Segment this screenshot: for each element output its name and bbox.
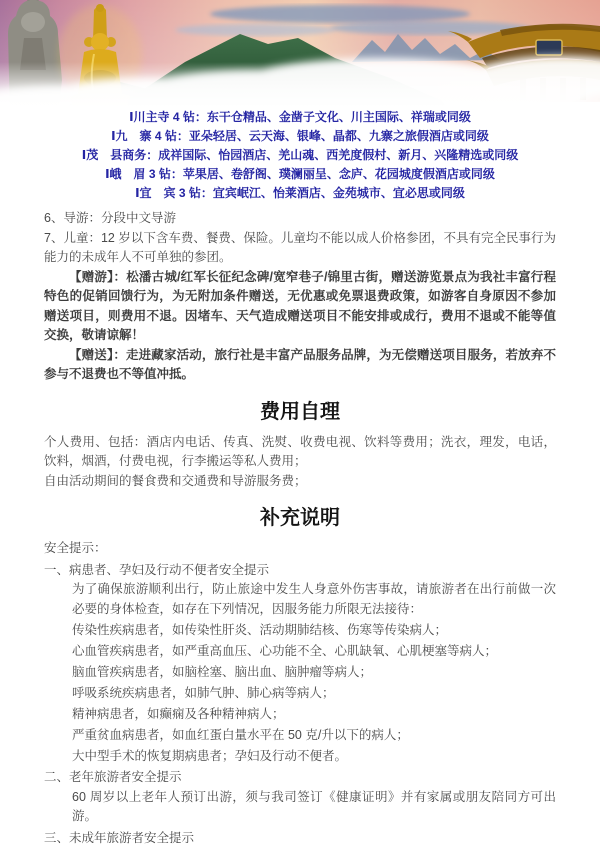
children-note: 7、儿童：12 岁以下含车费、餐费、保险。儿童均不能以成人价格参团，不具有完全民事行为能力的未成年人不可单独的参团。 xyxy=(44,230,556,264)
self-pay-personal-costs: 个人费用、包括：酒店内电话、传真、洗熨、收费电视、饮料等费用；洗衣，理发，电话，饮料，烟酒，付费电视，行李搬运等私人费用； xyxy=(44,434,556,468)
safety-section2-title: 二、老年旅游者安全提示 xyxy=(44,770,182,784)
header-image xyxy=(0,0,600,118)
safety-section1-intro: 为了确保旅游顺利出行，防止旅途中发生人身意外伤害事故，请旅游者在出行前做一次必要的身体检查，如存在下列情况，因服务能力所限无法接待： xyxy=(72,582,556,616)
safety-section3-title: 三、未成年旅游者安全提示 xyxy=(44,830,195,845)
hotel-tier-line-yibin: Ⅰ宜 宾 3 钻：宜宾岷江、怡莱酒店、金苑城市、宜必思或同级 xyxy=(135,186,465,200)
gift-tour-note: 【赠游】：松潘古城/红军长征纪念碑/宽窄巷子/锦里古街，赠送游览景点为我社丰富行程特色的促销回馈行为，为无附加条件赠送，无优惠或免票退费政策，如游客自身原因不参加赠送项目，则费用不退。因堵车、天气造成赠送项目不能安排或成行，费用不退或不能等值交换，敬请谅解！ xyxy=(44,269,556,342)
safety-item-infectious: 传染性疾病患者，如传染性肝炎、活动期肺结核、伤寒等传染病人； xyxy=(72,622,448,637)
self-pay-free-time-costs: 自由活动期间的餐食费和交通费和导游服务费； xyxy=(44,473,307,488)
safety-tips-label: 安全提示： xyxy=(44,541,107,555)
document-body xyxy=(0,203,600,848)
safety-item-surgery-recovery: 大中型手术的恢复期病患者；孕妇及行动不便者。 xyxy=(72,748,348,763)
safety-item-anemia: 严重贫血病患者，如血红蛋白量水平在 50 克/升以下的病人； xyxy=(72,727,409,742)
safety-section2-body-block xyxy=(44,788,556,827)
hotel-tier-line-chuanzhusi: Ⅰ川主寺 4 钻：东干仓精品、金凿子文化、川主国际、祥瑞或同级 xyxy=(129,110,471,124)
hotel-tier-line-maoxian: Ⅰ茂 县商务：成祥国际、怡园酒店、羌山魂、西羌度假村、新月、兴隆精选或同级 xyxy=(81,148,519,162)
hotel-tier-line-jiuzhai: Ⅰ九 寨 4 钻：亚朵轻居、云天海、银峰、晶都、九寨之旅假酒店或同级 xyxy=(111,129,489,143)
hotel-tier-list xyxy=(0,108,600,203)
hotel-tier-line-emei: Ⅰ峨 眉 3 钻：苹果居、卷舒阁、璞澜丽呈、念庐、花园城度假酒店或同级 xyxy=(105,167,495,181)
safety-section1-body xyxy=(44,580,556,766)
supplement-heading: 补充说明 xyxy=(260,507,340,529)
safety-item-respiratory: 呼吸系统疾病患者，如肺气肿、肺心病等病人； xyxy=(72,685,335,700)
guide-note: 6、导游：分段中文导游 xyxy=(44,211,176,225)
safety-item-cerebrovascular: 脑血管疾病患者，如脑栓塞、脑出血、脑肿瘤等病人； xyxy=(72,664,373,679)
panorama-illustration xyxy=(0,0,600,118)
safety-section2-body: 60 周岁以上老年人预订出游，须与我司签订《健康证明》并有家属或朋友陪同方可出游。 xyxy=(72,789,556,823)
safety-item-cardiovascular: 心血管疾病患者，如严重高血压、心功能不全、心肌缺氧、心肌梗塞等病人； xyxy=(72,643,498,658)
self-pay-heading: 费用自理 xyxy=(260,400,340,423)
safety-section1-title: 一、病患者、孕妇及行动不便者安全提示 xyxy=(44,562,270,577)
gift-give-note: 【赠送】：走进藏家活动，旅行社是丰富产品服务品牌，为无偿赠送项目服务，若放弃不参与不退费也不等值冲抵。 xyxy=(44,347,556,381)
safety-item-mental: 精神病患者，如癫痫及各种精神病人； xyxy=(72,706,285,721)
